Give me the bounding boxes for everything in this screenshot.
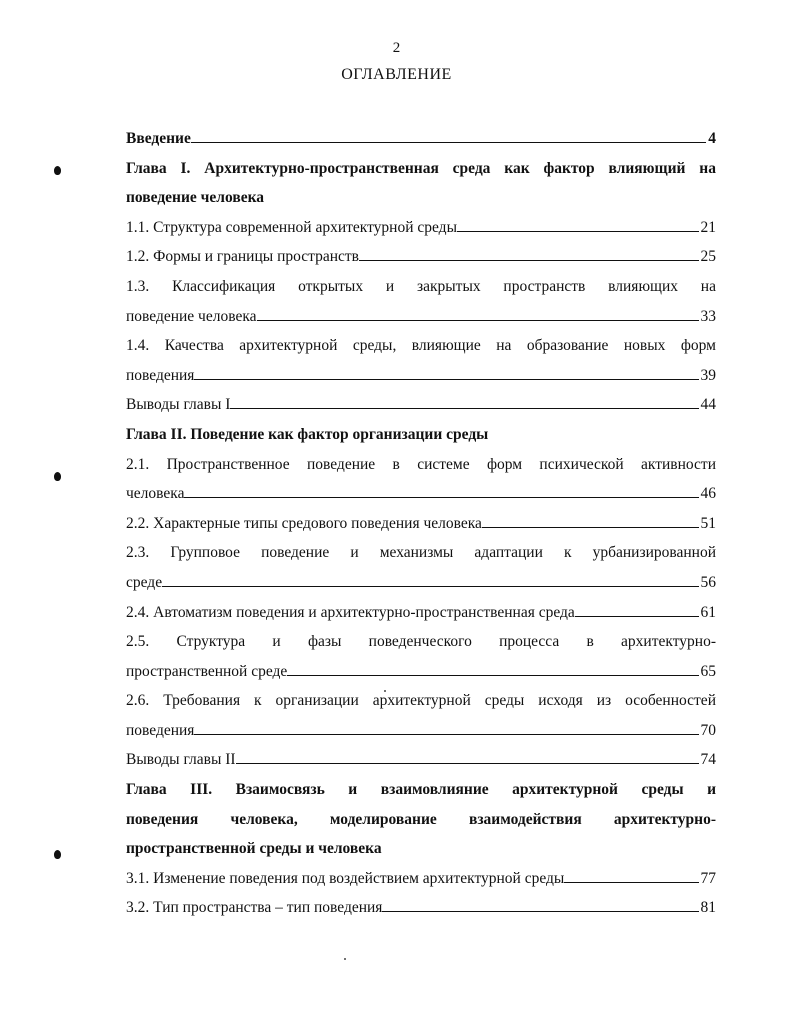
toc-entry-3-2[interactable] <box>126 893 716 923</box>
toc-entry-2-6-cont[interactable] <box>126 716 716 746</box>
chapter-3-heading-cont2[interactable]: пространственной среды и человека <box>126 840 382 858</box>
toc-label: 2.2. Характерные типы средового поведения человека <box>126 514 482 532</box>
toc-entry-2-3-cont[interactable] <box>126 568 716 598</box>
dot-leader <box>564 882 698 883</box>
dot-leader <box>184 497 698 498</box>
toc-entry-1-3[interactable]: 1.3. Классификация открытых и закрытых пространств влияющих на <box>126 277 716 295</box>
toc-label: Введение <box>126 130 191 147</box>
dot-leader <box>191 142 706 143</box>
chapter-3-heading-cont[interactable]: поведения человека, моделирование взаимодействия архитектурно- <box>126 810 716 828</box>
toc-entry-2-1-cont[interactable] <box>126 479 716 509</box>
toc-label: 1.1. Структура современной архитектурной среды <box>126 218 457 236</box>
toc-entry-2-3[interactable]: 2.3. Групповое поведение и механизмы адаптации к урбанизированной <box>126 544 716 562</box>
toc-entry-2-5[interactable]: 2.5. Структура и фазы поведенческого процесса в архитектурно- <box>126 633 716 651</box>
dot-leader <box>162 586 698 587</box>
toc-entry-2-2[interactable] <box>126 509 716 539</box>
toc-page: 51 <box>700 514 716 532</box>
toc-page: 74 <box>700 751 716 769</box>
toc-entry-1-4-cont[interactable] <box>126 361 716 391</box>
toc-entry-1-2[interactable] <box>126 242 716 272</box>
binder-hole-mark <box>54 472 61 481</box>
dot-leader <box>230 408 698 409</box>
binder-hole-mark <box>54 166 61 175</box>
binder-hole-mark <box>54 850 61 859</box>
toc-page: 21 <box>700 218 716 236</box>
toc-entry-ch1-conclusions[interactable] <box>126 390 716 420</box>
page-title: ОГЛАВЛЕНИЕ <box>341 66 452 83</box>
toc-entry-2-4[interactable] <box>126 598 716 628</box>
toc-page: 44 <box>700 396 716 414</box>
toc-page: 46 <box>700 485 716 503</box>
dot-leader <box>382 911 698 912</box>
dot-leader <box>236 763 699 764</box>
toc-label: поведения <box>126 721 195 739</box>
toc-entry-1-3-cont[interactable] <box>126 302 716 332</box>
chapter-3-heading[interactable]: Глава III. Взаимосвязь и взаимовлияние архитектурной среды и <box>126 781 716 799</box>
toc-label: 1.2. Формы и границы пространств <box>126 248 359 266</box>
toc-page: 61 <box>700 603 716 621</box>
toc-entry-1-1[interactable] <box>126 213 716 243</box>
toc-page: 56 <box>700 573 716 591</box>
toc-entry-2-6[interactable]: 2.6. Требования к организации архитектурной среды исходя из особенностей <box>126 692 716 710</box>
toc-entry-intro[interactable] <box>126 124 716 154</box>
toc-label: пространственной среде <box>126 662 288 680</box>
toc-label: Выводы главы II <box>126 751 236 769</box>
toc-label: 3.1. Изменение поведения под воздействием архитектурной среды <box>126 869 565 887</box>
toc-entry-2-5-cont[interactable] <box>126 657 716 687</box>
dot-leader <box>482 527 699 528</box>
toc-page: 70 <box>700 721 716 739</box>
toc-page: 65 <box>700 662 716 680</box>
table-of-contents <box>126 124 716 923</box>
dot-leader <box>575 616 699 617</box>
chapter-2-heading[interactable]: Глава II. Поведение как фактор организации среды <box>126 425 489 443</box>
toc-label: среде <box>126 573 163 591</box>
toc-entry-3-1[interactable] <box>126 864 716 894</box>
dot-leader <box>257 320 699 321</box>
toc-page: 77 <box>700 869 716 887</box>
dot-leader <box>359 260 699 261</box>
chapter-1-heading-cont[interactable]: поведение человека <box>126 189 265 207</box>
dot-leader <box>194 379 698 380</box>
page-number: 2 <box>392 40 401 56</box>
dot-leader <box>194 734 698 735</box>
toc-entry-2-1[interactable]: 2.1. Пространственное поведение в системе форм психической активности <box>126 455 716 473</box>
toc-label: 3.2. Тип пространства – тип поведения <box>126 899 383 917</box>
chapter-1-heading[interactable]: Глава I. Архитектурно-пространственная среда как фактор влияющий на <box>126 159 716 177</box>
toc-label: 2.4. Автоматизм поведения и архитектурно-пространственная среда <box>126 603 575 621</box>
toc-page: 25 <box>700 248 716 266</box>
toc-entry-ch2-conclusions[interactable] <box>126 745 716 775</box>
toc-label: Выводы главы I <box>126 396 231 414</box>
toc-entry-1-4[interactable]: 1.4. Качества архитектурной среды, влияющие на образование новых форм <box>126 337 716 355</box>
toc-label: поведение человека <box>126 307 257 325</box>
toc-page: 81 <box>700 899 716 917</box>
dot-leader <box>457 231 699 232</box>
toc-page: 33 <box>700 307 716 325</box>
dot-leader <box>287 675 698 676</box>
toc-label: человека <box>126 485 185 503</box>
toc-page: 39 <box>700 366 716 384</box>
toc-label: поведения <box>126 366 195 384</box>
toc-page: 4 <box>708 130 716 147</box>
scan-speck <box>344 958 346 960</box>
